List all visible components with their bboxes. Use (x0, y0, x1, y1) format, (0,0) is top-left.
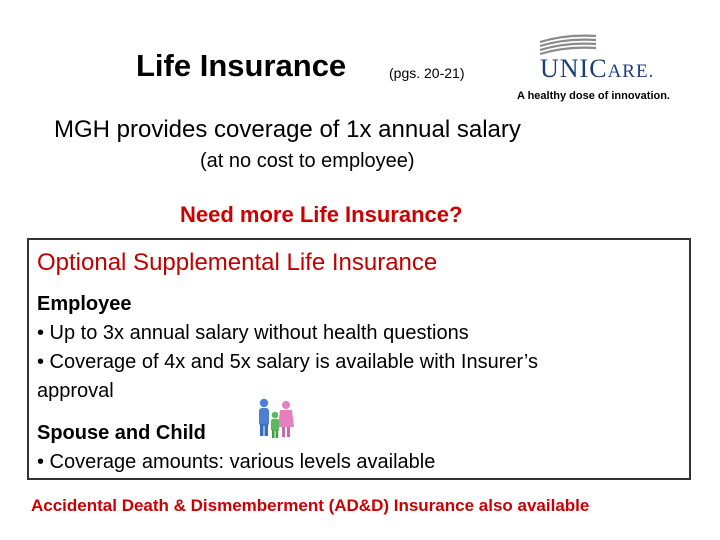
coverage-note: (at no cost to employee) (200, 150, 415, 172)
employee-bullet: • Coverage of 4x and 5x salary is available with Insurer’s (37, 351, 538, 373)
add-insurance-footer: Accidental Death & Dismemberment (AD&D) Insurance also available (31, 496, 590, 515)
coverage-statement: MGH provides coverage of 1x annual salary (54, 116, 521, 143)
spouse-child-bullet: • Coverage amounts: various levels available (37, 451, 436, 473)
supplemental-heading: Optional Supplemental Life Insurance (37, 249, 438, 276)
family-people-icon (256, 397, 296, 439)
logo-tagline: A healthy dose of innovation. (517, 90, 670, 102)
need-more-heading: Need more Life Insurance? (180, 202, 463, 227)
spouse-child-heading: Spouse and Child (37, 422, 206, 444)
unicare-logo (514, 34, 674, 106)
page-reference: (pgs. 20-21) (389, 65, 465, 81)
employee-heading: Employee (37, 293, 132, 315)
employee-bullet-continuation: approval (37, 380, 114, 402)
employee-bullet: • Up to 3x annual salary without health questions (37, 322, 469, 344)
slide-title: Life Insurance (136, 48, 347, 83)
logo-wordmark: UNICARE. (540, 54, 655, 83)
unicare-swoosh-icon (538, 34, 598, 56)
